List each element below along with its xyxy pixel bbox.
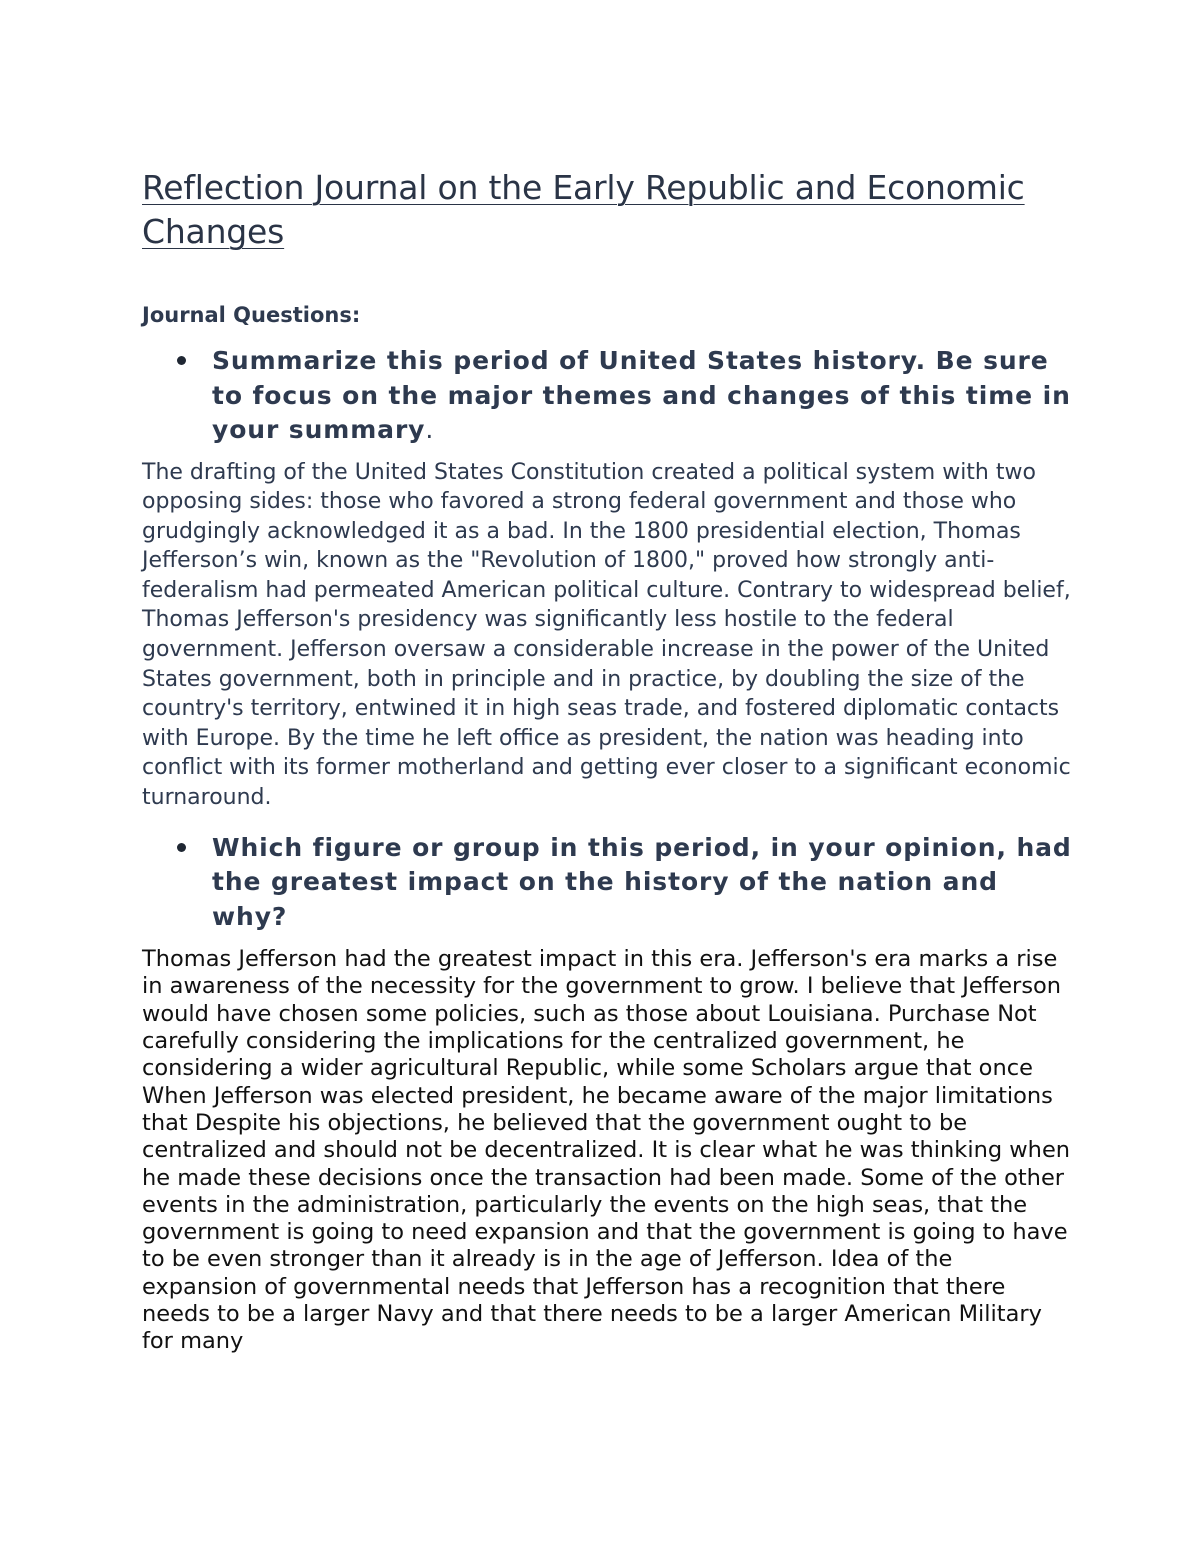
question-1-text: Summarize this period of United States history. Be sure to focus on the major themes and changes of this time in your summary <box>212 346 1071 444</box>
question-1 <box>142 344 1072 448</box>
question-list-1 <box>142 344 1072 448</box>
question-1-period: . <box>425 415 435 444</box>
bullet-icon <box>177 356 186 365</box>
question-2-text: Which figure or group in this period, in your opinion, had the greatest impact on the history of the nation and why? <box>212 832 1072 931</box>
document-title: Reflection Journal on the Early Republic and Economic Changes <box>142 168 1025 251</box>
question-list-2 <box>142 831 1072 935</box>
answer-2-paragraph: Thomas Jefferson had the greatest impact in this era. Jefferson's era marks a rise in awareness of the necessity for the government to grow. I believe that Jefferson would have chosen some policies, such as those about Louisiana. Purchase Not carefully considering the implications for the centralized government, he considering a wider agricultural Republic, while some Scholars argue that once When Jefferson was elected president, he became aware of the major limitations that Despite his objections, he believed that the government ought to be centralized and should not be decentralized. It is clear what he was thinking when he made these decisions once the transaction had been made. Some of the other events in the administration, particularly the events on the high seas, that the government is going to need expansion and that the government is going to have to be even stronger than it already is in the age of Jefferson. Idea of the expansion of governmental needs that Jefferson has a recognition that there needs to be a larger Navy and that there needs to be a larger American Military for many <box>142 946 1071 1355</box>
journal-questions-label: Journal Questions: <box>142 303 361 327</box>
document-body <box>142 166 1072 1356</box>
bullet-icon <box>177 843 186 852</box>
question-2 <box>142 831 1072 935</box>
answer-1-paragraph: The drafting of the United States Constitution created a political system with two opposing sides: those who favored a strong federal government and those who grudgingly acknowledged it as a bad. In the 1800 presidential election, Thomas Jefferson’s win, known as the "Revolution of 1800," proved how strongly anti-federalism had permeated American political culture. Contrary to widespread belief, Thomas Jefferson's presidency was significantly less hostile to the federal government. Jefferson oversaw a considerable increase in the power of the United States government, both in principle and in practice, by doubling the size of the country's territory, entwined it in high seas trade, and fostered diplomatic contacts with Europe. By the time he left office as president, the nation was heading into conflict with its former motherland and getting ever closer to a significant economic turnaround. <box>142 459 1071 811</box>
